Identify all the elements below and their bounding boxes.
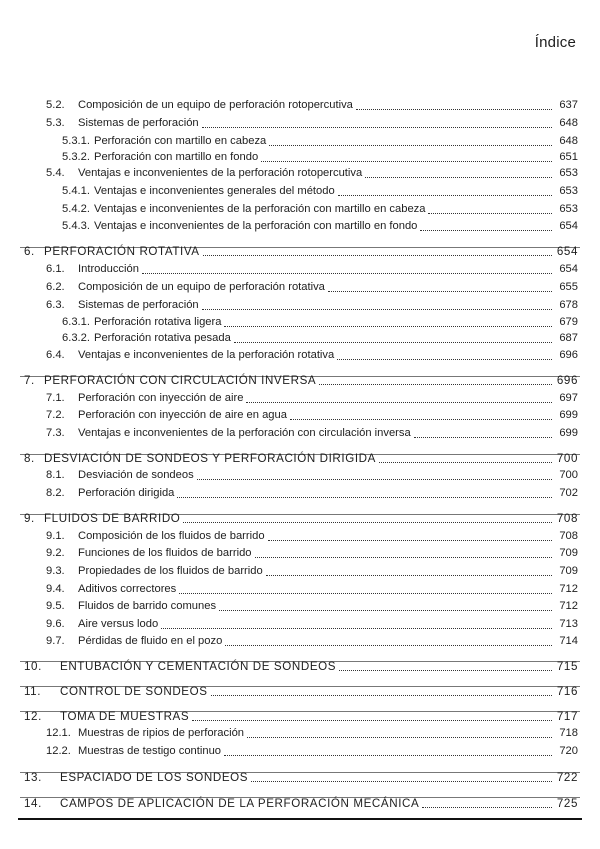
entry-page-number: 654 xyxy=(559,263,578,275)
leader-dots xyxy=(251,781,552,782)
leader-dots xyxy=(255,557,552,558)
leader-dots xyxy=(219,610,552,611)
toc-section-entry[interactable] xyxy=(0,743,600,758)
entry-number: 9.3. xyxy=(46,565,65,577)
entry-page-number: 718 xyxy=(559,727,578,739)
entry-page-number: 700 xyxy=(556,452,578,465)
toc-section-entry[interactable] xyxy=(0,165,600,180)
entry-number: 11. xyxy=(24,685,42,698)
entry-title: Ventajas e inconvenientes de la perforación rotopercutiva xyxy=(78,167,363,179)
entry-number: 5.4. xyxy=(46,167,65,179)
leader-dots xyxy=(365,177,552,178)
leader-dots xyxy=(414,437,552,438)
entry-title: Perforación con martillo en fondo xyxy=(94,151,259,163)
leader-dots xyxy=(338,195,552,196)
entry-title: ESPACIADO DE LOS SONDEOS xyxy=(60,771,249,784)
entry-page-number: 717 xyxy=(556,710,578,723)
entry-page-number: 699 xyxy=(559,409,578,421)
toc-section-entry[interactable] xyxy=(0,201,600,216)
leader-dots xyxy=(183,522,552,523)
entry-number: 10. xyxy=(24,660,42,673)
toc-section-entry[interactable] xyxy=(0,581,600,596)
entry-title: PERFORACIÓN CON CIRCULACIÓN INVERSA xyxy=(44,374,317,387)
entry-number: 9.4. xyxy=(46,583,65,595)
leader-dots xyxy=(268,540,552,541)
toc-chapter-entry[interactable] xyxy=(0,708,600,723)
toc-section-entry[interactable] xyxy=(0,390,600,405)
entry-number: 13. xyxy=(24,771,42,784)
entry-page-number: 708 xyxy=(559,530,578,542)
entry-title: Aire versus lodo xyxy=(78,618,159,630)
entry-number: 7.3. xyxy=(46,427,65,439)
entry-number: 5.2. xyxy=(46,99,65,111)
leader-dots xyxy=(177,497,552,498)
toc-section-entry[interactable] xyxy=(0,545,600,560)
entry-number: 5.3.1. xyxy=(62,135,90,147)
leader-dots xyxy=(261,161,552,162)
entry-title: Ventajas e inconvenientes de la perforación con circulación inversa xyxy=(78,427,411,439)
entry-title: Desviación de sondeos xyxy=(78,469,194,481)
bottom-rule xyxy=(18,818,582,820)
toc-section-entry[interactable] xyxy=(0,347,600,362)
entry-number: 8.2. xyxy=(46,487,65,499)
entry-page-number: 651 xyxy=(559,151,578,163)
toc-chapter-entry[interactable] xyxy=(0,795,600,810)
leader-dots xyxy=(203,255,552,256)
toc-section-entry[interactable] xyxy=(0,633,600,648)
toc-chapter-entry[interactable] xyxy=(0,769,600,784)
entry-number: 12.2. xyxy=(46,745,71,757)
entry-page-number: 697 xyxy=(559,392,578,404)
entry-title: Perforación rotativa pesada xyxy=(94,332,231,344)
entry-title: Funciones de los fluidos de barrido xyxy=(78,547,252,559)
entry-title: Perforación dirigida xyxy=(78,487,175,499)
leader-dots xyxy=(142,273,552,274)
entry-number: 5.3. xyxy=(46,117,65,129)
entry-title: PERFORACIÓN ROTATIVA xyxy=(44,245,200,258)
entry-number: 7.2. xyxy=(46,409,65,421)
entry-title: Sistemas de perforación xyxy=(78,299,199,311)
toc-section-entry[interactable] xyxy=(0,149,600,164)
entry-page-number: 687 xyxy=(559,332,578,344)
leader-dots xyxy=(337,359,552,360)
entry-page-number: 702 xyxy=(559,487,578,499)
leader-dots xyxy=(339,670,552,671)
toc-section-entry[interactable] xyxy=(0,97,600,112)
leader-dots xyxy=(225,645,552,646)
toc-chapter-entry[interactable] xyxy=(0,450,600,465)
toc-section-entry[interactable] xyxy=(0,563,600,578)
entry-number: 5.3.2. xyxy=(62,151,90,163)
leader-dots xyxy=(211,695,552,696)
entry-number: 5.4.1. xyxy=(62,185,90,197)
leader-dots xyxy=(319,384,552,385)
leader-dots xyxy=(420,230,552,231)
toc-section-entry[interactable] xyxy=(0,598,600,613)
entry-page-number: 712 xyxy=(559,600,578,612)
entry-title: Ventajas e inconvenientes de la perforación con martillo en cabeza xyxy=(94,203,426,215)
entry-page-number: 714 xyxy=(559,635,578,647)
entry-title: Composición de un equipo de perforación rotativa xyxy=(78,281,325,293)
leader-dots xyxy=(179,593,552,594)
entry-title: Perforación rotativa ligera xyxy=(94,316,222,328)
entry-title: FLUIDOS DE BARRIDO xyxy=(44,512,181,525)
entry-page-number: 654 xyxy=(559,220,578,232)
entry-page-number: 709 xyxy=(559,547,578,559)
entry-page-number: 700 xyxy=(559,469,578,481)
entry-page-number: 720 xyxy=(559,745,578,757)
entry-title: Composición de un equipo de perforación rotopercutiva xyxy=(78,99,353,111)
toc-section-entry[interactable] xyxy=(0,725,600,740)
entry-page-number: 653 xyxy=(559,185,578,197)
leader-dots xyxy=(290,419,552,420)
toc-section-entry[interactable] xyxy=(0,133,600,148)
entry-title: Propiedades de los fluidos de barrido xyxy=(78,565,263,577)
entry-title: Introducción xyxy=(78,263,139,275)
entry-title: CONTROL DE SONDEOS xyxy=(60,685,208,698)
entry-page-number: 648 xyxy=(559,117,578,129)
entry-title: Sistemas de perforación xyxy=(78,117,199,129)
leader-dots xyxy=(234,342,552,343)
entry-page-number: 709 xyxy=(559,565,578,577)
entry-title: TOMA DE MUESTRAS xyxy=(60,710,190,723)
leader-dots xyxy=(197,479,552,480)
toc-section-entry[interactable] xyxy=(0,467,600,482)
toc-section-entry[interactable] xyxy=(0,616,600,631)
entry-number: 8.1. xyxy=(46,469,65,481)
entry-page-number: 655 xyxy=(559,281,578,293)
entry-number: 14. xyxy=(24,797,42,810)
entry-title: Perforación con inyección de aire xyxy=(78,392,244,404)
entry-page-number: 696 xyxy=(556,374,578,387)
entry-number: 7. xyxy=(24,374,35,387)
entry-number: 6.1. xyxy=(46,263,65,275)
leader-dots xyxy=(161,628,552,629)
entry-page-number: 637 xyxy=(559,99,578,111)
entry-title: Muestras de ripios de perforación xyxy=(78,727,245,739)
entry-title: Ventajas e inconvenientes de la perforación rotativa xyxy=(78,349,335,361)
entry-page-number: 654 xyxy=(556,245,578,258)
entry-page-number: 678 xyxy=(559,299,578,311)
entry-number: 7.1. xyxy=(46,392,65,404)
entry-page-number: 679 xyxy=(559,316,578,328)
leader-dots xyxy=(202,127,552,128)
entry-number: 6.3. xyxy=(46,299,65,311)
toc-section-entry[interactable] xyxy=(0,115,600,130)
leader-dots xyxy=(247,737,552,738)
entry-page-number: 715 xyxy=(556,660,578,673)
entry-number: 9. xyxy=(24,512,35,525)
leader-dots xyxy=(192,720,552,721)
leader-dots xyxy=(328,291,552,292)
entry-title: CAMPOS DE APLICACIÓN DE LA PERFORACIÓN MECÁNICA xyxy=(60,797,420,810)
entry-number: 12.1. xyxy=(46,727,71,739)
entry-page-number: 699 xyxy=(559,427,578,439)
toc-section-entry[interactable] xyxy=(0,330,600,345)
entry-number: 8. xyxy=(24,452,35,465)
leader-dots xyxy=(266,575,552,576)
entry-title: Perforación con martillo en cabeza xyxy=(94,135,267,147)
entry-title: Muestras de testigo continuo xyxy=(78,745,222,757)
entry-number: 5.4.3. xyxy=(62,220,90,232)
entry-number: 6.3.1. xyxy=(62,316,90,328)
leader-dots xyxy=(246,402,552,403)
toc-chapter-entry[interactable] xyxy=(0,510,600,525)
entry-page-number: 722 xyxy=(556,771,578,784)
leader-dots xyxy=(422,807,552,808)
entry-title: Aditivos correctores xyxy=(78,583,177,595)
entry-page-number: 713 xyxy=(559,618,578,630)
toc-section-entry[interactable] xyxy=(0,261,600,276)
entry-page-number: 696 xyxy=(559,349,578,361)
entry-title: Pérdidas de fluido en el pozo xyxy=(78,635,223,647)
entry-title: Perforación con inyección de aire en agua xyxy=(78,409,287,421)
entry-title: Composición de los fluidos de barrido xyxy=(78,530,265,542)
entry-number: 6.4. xyxy=(46,349,65,361)
entry-title: Fluidos de barrido comunes xyxy=(78,600,217,612)
toc-section-entry[interactable] xyxy=(0,279,600,294)
leader-dots xyxy=(224,755,552,756)
entry-number: 9.1. xyxy=(46,530,65,542)
leader-dots xyxy=(224,326,552,327)
leader-dots xyxy=(428,213,552,214)
entry-page-number: 712 xyxy=(559,583,578,595)
entry-number: 6.2. xyxy=(46,281,65,293)
toc-section-entry[interactable] xyxy=(0,218,600,233)
toc-chapter-entry[interactable] xyxy=(0,372,600,387)
toc-section-entry[interactable] xyxy=(0,183,600,198)
leader-dots xyxy=(379,462,552,463)
entry-page-number: 708 xyxy=(556,512,578,525)
entry-number: 9.6. xyxy=(46,618,65,630)
leader-dots xyxy=(356,109,552,110)
entry-title: ENTUBACIÓN Y CEMENTACIÓN DE SONDEOS xyxy=(60,660,337,673)
toc-section-entry[interactable] xyxy=(0,485,600,500)
entry-number: 6.3.2. xyxy=(62,332,90,344)
entry-number: 6. xyxy=(24,245,35,258)
entry-number: 5.4.2. xyxy=(62,203,90,215)
toc-section-entry[interactable] xyxy=(0,314,600,329)
toc-section-entry[interactable] xyxy=(0,528,600,543)
entry-page-number: 725 xyxy=(556,797,578,810)
entry-number: 9.2. xyxy=(46,547,65,559)
entry-number: 12. xyxy=(24,710,42,723)
entry-title: Ventajas e inconvenientes de la perforación con martillo en fondo xyxy=(94,220,418,232)
entry-page-number: 648 xyxy=(559,135,578,147)
toc-section-entry[interactable] xyxy=(0,425,600,440)
entry-title: DESVIACIÓN DE SONDEOS Y PERFORACIÓN DIRIGIDA xyxy=(44,452,376,465)
entry-title: Ventajas e inconvenientes generales del método xyxy=(94,185,335,197)
entry-page-number: 653 xyxy=(559,203,578,215)
toc-section-entry[interactable] xyxy=(0,407,600,422)
entry-number: 9.7. xyxy=(46,635,65,647)
entry-page-number: 653 xyxy=(559,167,578,179)
toc-chapter-entry[interactable] xyxy=(0,658,600,673)
entry-number: 9.5. xyxy=(46,600,65,612)
toc-chapter-entry[interactable] xyxy=(0,683,600,698)
entry-page-number: 716 xyxy=(556,685,578,698)
toc-chapter-entry[interactable] xyxy=(0,243,600,258)
leader-dots xyxy=(269,145,552,146)
leader-dots xyxy=(202,309,552,310)
page-header-title: Índice xyxy=(534,34,576,51)
toc-section-entry[interactable] xyxy=(0,297,600,312)
